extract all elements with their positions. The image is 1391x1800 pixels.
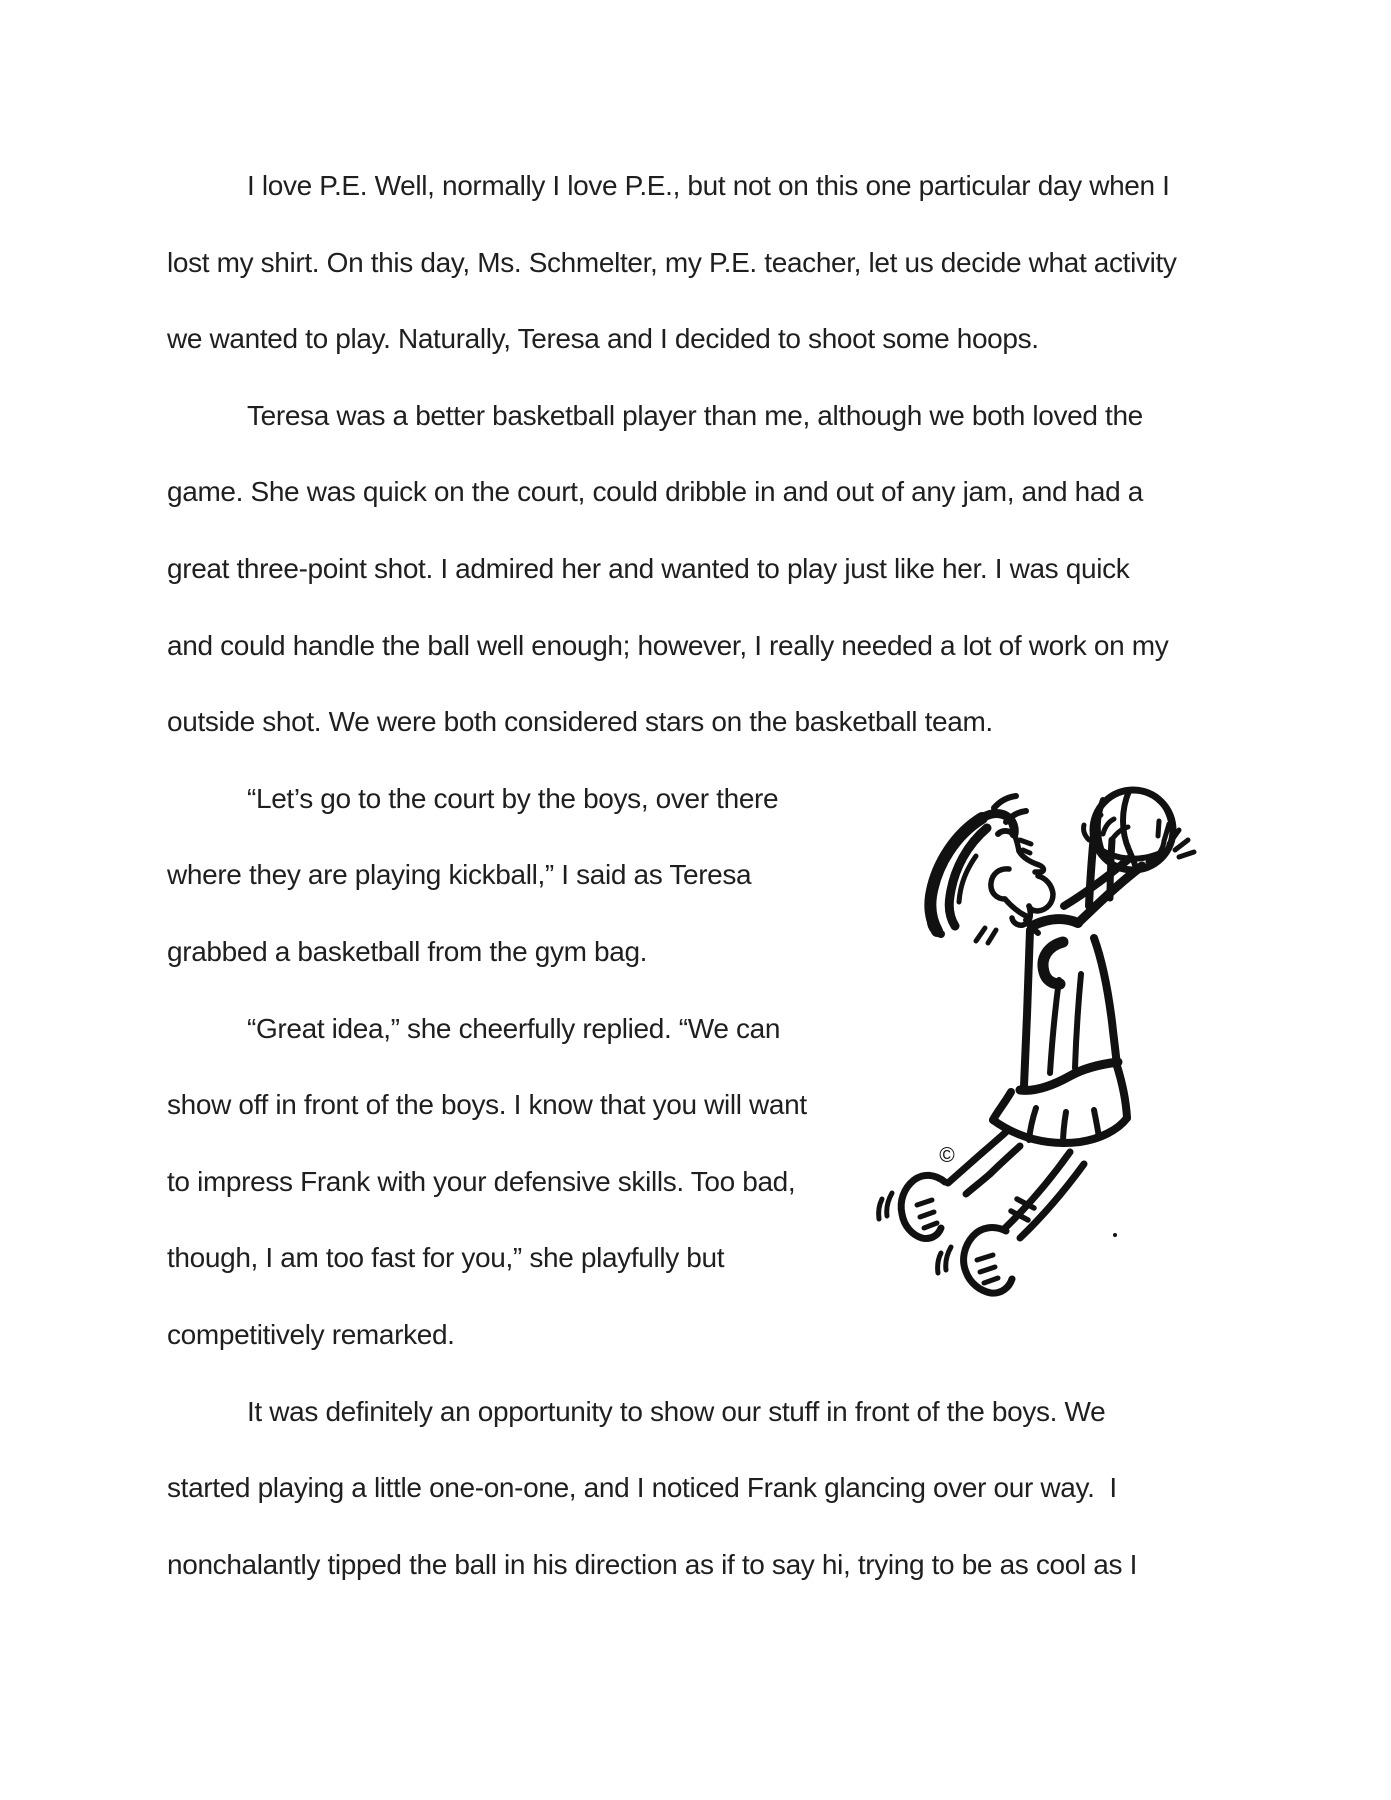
text-line: though, I am too fast for you,” she playfully but	[167, 1242, 725, 1274]
text-line: It was definitely an opportunity to show our stuff in front of the boys. We	[247, 1395, 1106, 1427]
text-line: we wanted to play. Naturally, Teresa and I decided to shoot some hoops.	[167, 323, 1039, 355]
sneaker-left-icon	[879, 1175, 945, 1238]
text-line: nonchalantly tipped the ball in his direction as if to say hi, trying to be as cool as I	[167, 1548, 1137, 1580]
girl-basketball-illustration	[780, 770, 1200, 1300]
sneaker-right-icon	[938, 1228, 1012, 1294]
text-line: outside shot. We were both considered stars on the basketball team.	[167, 706, 993, 738]
text-line: game. She was quick on the court, could dribble in and out of any jam, and had a	[167, 476, 1143, 508]
text-line: grabbed a basketball from the gym bag.	[167, 935, 648, 967]
text-line: I love P.E. Well, normally I love P.E., but not on this one particular day when I	[247, 170, 1170, 201]
girl-legs	[948, 1132, 1084, 1238]
text-line: to impress Frank with your defensive skills. Too bad,	[167, 1165, 796, 1197]
text-line: “Let’s go to the court by the boys, over there	[247, 782, 779, 814]
text-line: and could handle the ball well enough; however, I really needed a lot of work on my	[167, 629, 1169, 661]
text-line: “Great idea,” she cheerfully replied. “We can	[247, 1012, 781, 1044]
girl-torso-tank-top	[1020, 930, 1118, 1090]
text-line: Teresa was a better basketball player than me, although we both loved the	[247, 399, 1143, 431]
text-line: started playing a little one-on-one, and I noticed Frank glancing over our way. I	[167, 1472, 1117, 1504]
copyright-mark: ©	[939, 1144, 955, 1167]
text-line: lost my shirt. On this day, Ms. Schmelter, my P.E. teacher, let us decide what activity	[167, 246, 1177, 278]
text-line: competitively remarked.	[167, 1318, 455, 1350]
text-line: great three-point shot. I admired her and wanted to play just like her. I was quick	[167, 552, 1130, 584]
speck-dot	[1113, 1233, 1117, 1237]
text-line: where they are playing kickball,” I said as Teresa	[167, 859, 752, 891]
text-line: show off in front of the boys. I know that you will want	[167, 1089, 807, 1121]
